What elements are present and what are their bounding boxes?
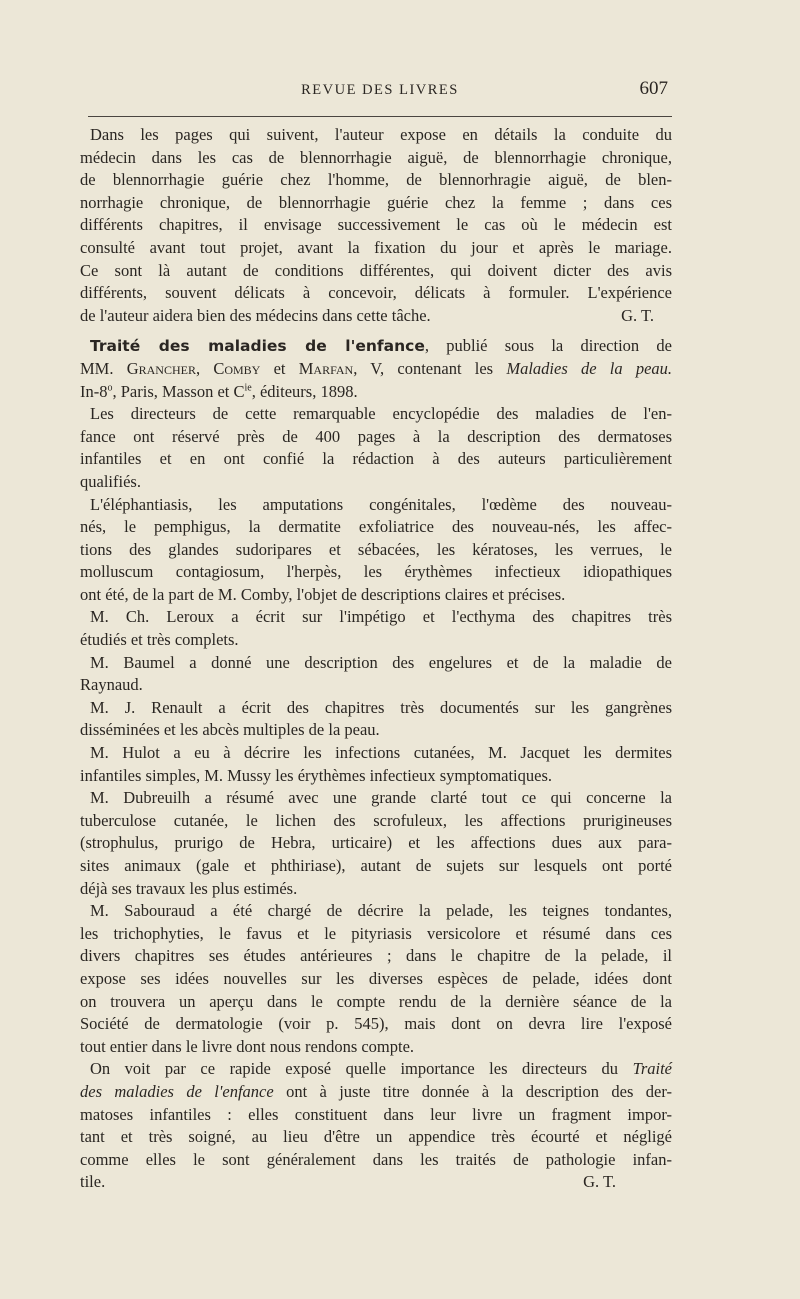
page-body: [80, 124, 672, 1194]
running-header-title: REVUE DES LIVRES: [301, 82, 459, 98]
body-paragraph: [80, 403, 672, 493]
text-line: divers chapitres ses études antérieures ; dans le chapitre de la pelade, il: [80, 946, 672, 966]
text-line: ont été, de la part de M. Comby, l'objet de descriptions claires et précises.: [80, 584, 566, 604]
text-line: Société de dermatologie (voir p. 545), mais dont on devra lire l'exposé: [80, 1014, 672, 1034]
text-line: tuberculose cutanée, le lichen des scrofuleux, les affections prurigineuses: [80, 810, 672, 830]
text-line: norrhagie chronique, de blennorrhagie guérie chez la femme ; dans ces: [80, 192, 672, 212]
text-line: les trichophyties, le favus et le pityriasis versicolore et résumé dans ces: [80, 923, 672, 943]
text-line: M. Ch. Leroux a écrit sur l'impétigo et l'ecthyma des chapitres très: [90, 607, 672, 627]
review-subtitle: , publié sous la direction de: [424, 336, 672, 356]
text-line: déjà ses travaux les plus estimés.: [80, 878, 298, 898]
text-line: différents chapitres, il envisage successivement le cas où le médecin est: [80, 215, 672, 235]
text-line: tile.: [80, 1172, 106, 1192]
body-paragraph: [80, 900, 672, 1058]
body-paragraph: [80, 742, 672, 787]
text-line: matoses infantiles : elles constituent dans leur livre un fragment impor-: [80, 1104, 672, 1124]
text-line: étudiés et très complets.: [80, 630, 239, 650]
text-line-last: [80, 305, 672, 328]
text-line: consulté avant tout projet, avant la fixation du jour et après le mariage.: [80, 237, 672, 257]
text-line: on trouvera un aperçu dans le compte rendu de la dernière séance de la: [80, 991, 672, 1011]
text-line: M. Dubreuilh a résumé avec une grande clarté tout ce qui concerne la: [90, 788, 672, 808]
page-number: 607: [639, 78, 668, 99]
running-header: [88, 78, 672, 104]
text-segment: On voit par ce rapide exposé quelle importance les directeurs du: [90, 1059, 619, 1079]
text-line: tout entier dans le livre dont nous rendons compte.: [80, 1036, 415, 1056]
text-line: L'éléphantiasis, les amputations congénitales, l'œdème des nouveau-: [90, 494, 672, 514]
superscript: ie: [244, 382, 252, 394]
text-line: qualifiés.: [80, 471, 141, 491]
volume-info: , V, contenant les: [353, 358, 494, 378]
text-line: comme elles le sont généralement dans les traités de pathologie infan-: [80, 1149, 672, 1169]
review-title: Traité des maladies de l'enfance: [90, 337, 425, 356]
author-name: Grancher: [126, 358, 196, 378]
text-line: [80, 1081, 672, 1104]
header-rule: [88, 116, 672, 117]
imprint-text: , Paris, Masson et C: [112, 381, 245, 401]
text-line: tant et très soigné, au lieu d'être un appendice très écourté et négligé: [80, 1127, 672, 1147]
text-line: médecin dans les cas de blennorrhagie aiguë, de blennorrhagie chronique,: [80, 147, 672, 167]
text-line: sites animaux (gale et phthiriase), autant de sujets sur lesquels ont porté: [80, 856, 672, 875]
book-title-italic: Traité: [632, 1059, 673, 1079]
signature: G. T.: [621, 305, 654, 325]
body-paragraph: [80, 697, 672, 742]
body-paragraph: [80, 494, 672, 607]
imprint-text: , éditeurs, 1898.: [251, 381, 358, 401]
text-line: de blennorrhagie guérie chez l'homme, de blennorhragie aiguë, de blen-: [80, 170, 672, 190]
volume-title: Maladies de la peau.: [506, 358, 673, 378]
text-line: infantiles et en ont confié la rédaction à des auteurs particulièrement: [80, 449, 672, 469]
text-line: M. Sabouraud a été chargé de décrire la pelade, les teignes tondantes,: [90, 901, 672, 921]
conjunction: et: [273, 358, 286, 378]
review-heading: [80, 335, 672, 403]
author-name: Comby: [213, 358, 261, 378]
text-line: Les directeurs de cette remarquable encyclopédie des maladies de l'en-: [90, 404, 672, 424]
text-line: de l'auteur aidera bien des médecins dans cette tâche.: [80, 305, 431, 325]
author-name: Marfan: [298, 358, 354, 378]
mm-label: MM.: [80, 358, 114, 378]
text-line: disséminées et les abcès multiples de la peau.: [80, 720, 380, 740]
intro-paragraph: [80, 124, 672, 327]
body-paragraph: [80, 652, 672, 697]
text-line: fance ont réservé près de 400 pages à la description des dermatoses: [80, 426, 672, 446]
superscript: o: [107, 382, 113, 394]
conclusion-paragraph: [80, 1058, 672, 1194]
text-line: Ce sont là autant de conditions différentes, qui doivent dicter des avis: [80, 260, 672, 280]
body-paragraph: [80, 787, 672, 900]
text-line: M. Baumel a donné une description des engelures et de la maladie de: [90, 652, 672, 672]
imprint-line: [80, 381, 672, 404]
text-line: M. Hulot a eu à décrire les infections cutanées, M. Jacquet les dermites: [90, 743, 672, 763]
text-line: expose ses idées nouvelles sur les diverses espèces de pelade, idées dont: [80, 968, 672, 988]
text-line-last: [80, 1171, 672, 1194]
text-line: différents, souvent délicats à concevoir, délicats à formuler. L'expérience: [80, 283, 672, 303]
imprint-text: In-8: [80, 381, 108, 401]
review-authors-line: MM. Grancher, Comby et Marfan, V, contenant les Maladies de la peau.: [80, 358, 673, 378]
text-line: [80, 1058, 672, 1081]
text-line: tions des glandes sudoripares et sébacées, les kératoses, les verrues, le: [80, 539, 672, 559]
book-title-italic: des maladies de l'enfance: [80, 1081, 274, 1101]
signature: G. T.: [583, 1172, 616, 1192]
text-line: (strophulus, prurigo de Hebra, urticaire) et les affections dues aux para-: [80, 833, 672, 853]
text-line: M. J. Renault a écrit des chapitres très documentés sur les gangrènes: [90, 697, 672, 717]
text-line: molluscum contagiosum, l'herpès, les érythèmes infectieux idiopathiques: [80, 562, 672, 582]
text-line: Raynaud.: [80, 675, 143, 695]
text-line: infantiles simples, M. Mussy les érythèmes infectieux symptomatiques.: [80, 765, 553, 785]
text-line: Dans les pages qui suivent, l'auteur expose en détails la conduite du: [90, 125, 672, 144]
text-line: nés, le pemphigus, la dermatite exfoliatrice des nouveau-nés, les affec-: [80, 517, 672, 537]
text-segment: ont à juste titre donnée à la description des der-: [286, 1081, 672, 1101]
body-paragraph: [80, 606, 672, 651]
review-heading-line: [80, 335, 672, 358]
